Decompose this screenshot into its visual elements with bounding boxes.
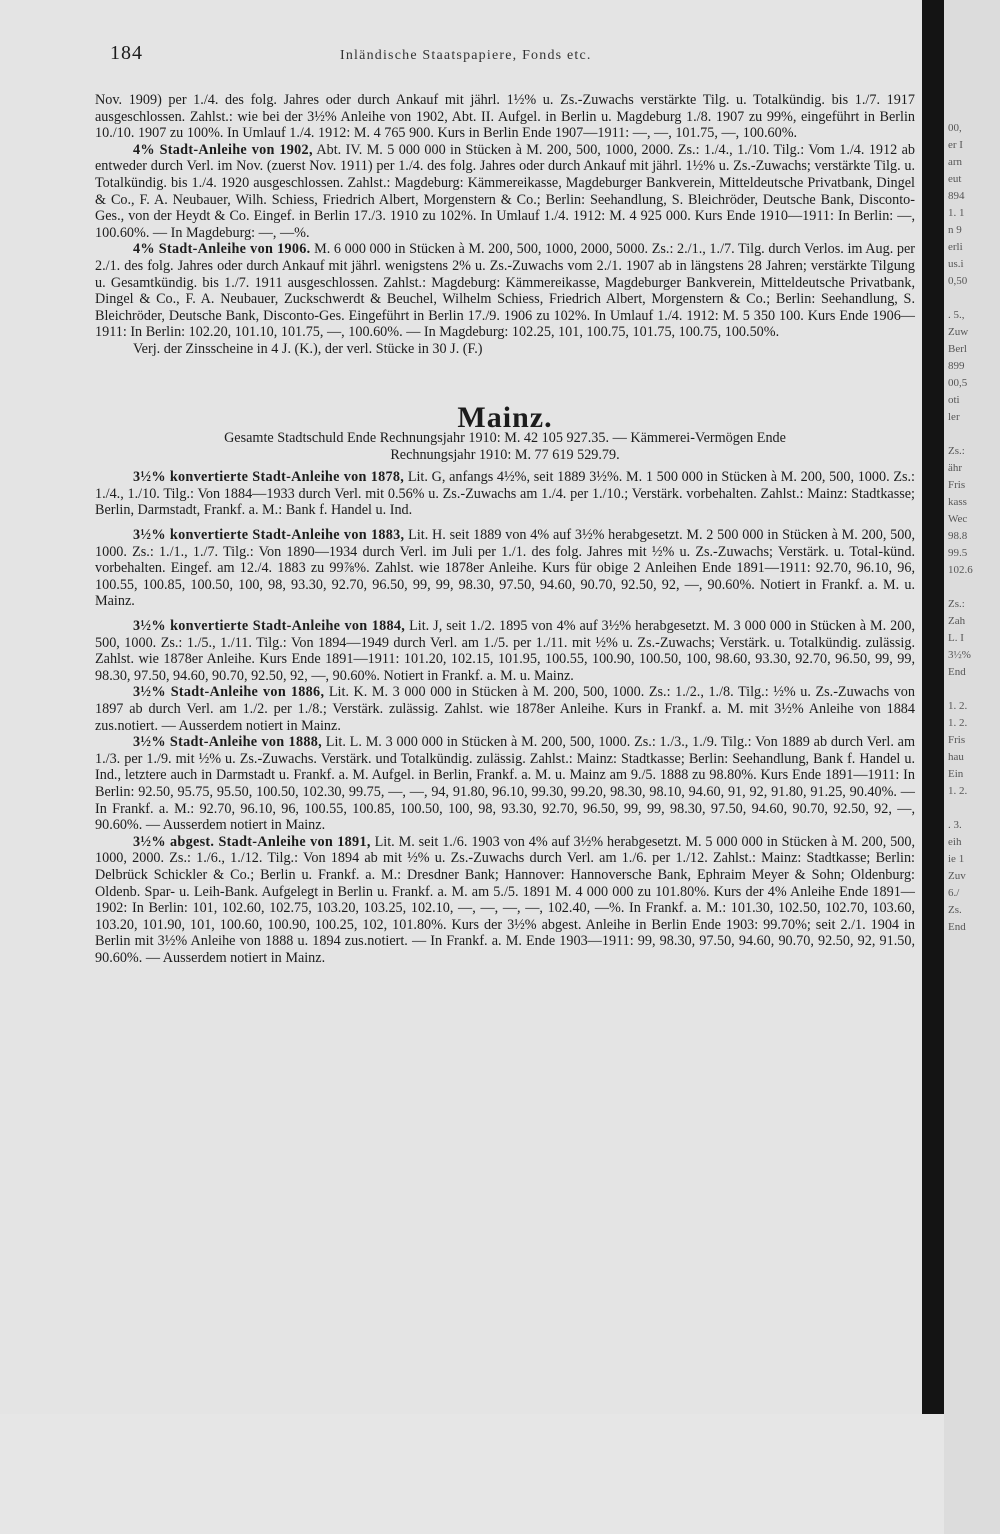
margin-fragment: 3½% <box>948 649 971 661</box>
section-summary <box>95 430 915 463</box>
loan-entry <box>95 142 915 242</box>
margin-fragment <box>944 681 1000 698</box>
margin-fragment <box>944 290 1000 307</box>
margin-fragment: Fris <box>948 734 966 746</box>
margin-fragment <box>944 800 1000 817</box>
margin-fragment: L. I <box>948 632 964 644</box>
margin-fragment: 102.6 <box>948 564 973 576</box>
loan-text: Abt. IV. M. 5 000 000 in Stücken à M. 200, 500, 1000, 2000. Zs.: 1./4., 1./10. Tilg.: Vom 1./4. 1912 ab entweder durch Verl. im Nov. (zuerst Nov. 1911) per 1./4. des folg. Jahres oder durch Ankauf mit jährl. 1½% u. Zs.-Zuwachs; verstärkte Tilg. u. Totalkündig. bis 1./4. 1920 ausgeschlossen. Zahlst.: Magdeburg: Kämmereikasse, Magdeburger Bankverein, Mitteldeutsche Privatbank, Dingel & Co., F. A. Neubauer, Wilh. Schiess, Friedrich Albert, Morgenstern & Co.; Berlin: Seehandlung, S. Bleichröder, Deutsche Bank, Disconto-Ges., von der Heydt & Co. Eingef. in Berlin 17./3. 1910 zu 102%. In Umlauf 1./4. 1912: M. 4 925 000. Kurs Ende 1910—1911: In Berlin: —, 100.60%. — In Magdeburg: —, —%. <box>95 141 915 241</box>
loan-entry <box>95 527 915 610</box>
margin-fragment: kass <box>948 496 967 508</box>
margin-fragment: . 5., <box>948 309 965 321</box>
margin-fragment: 1. 2. <box>948 700 968 712</box>
margin-fragment: 1. 2. <box>948 717 968 729</box>
margin-fragment: . 3. <box>948 819 962 831</box>
margin-fragment: 99.5 <box>948 547 968 559</box>
margin-fragment: n 9 <box>948 224 962 236</box>
margin-fragment: 98.8 <box>948 530 968 542</box>
page-number: 184 <box>110 42 143 64</box>
summary-line-1: Gesamte Stadtschuld Ende Rechnungsjahr 1910: M. 42 105 927.35. — Kämmerei-Vermögen Ende <box>224 430 786 447</box>
margin-fragment: End <box>948 921 966 933</box>
margin-fragment: Fris <box>948 479 966 491</box>
loan-entry <box>95 618 915 684</box>
margin-fragment: 00,5 <box>948 377 968 389</box>
margin-fragment: Zah <box>948 615 966 627</box>
margin-fragment: Zs.: <box>948 598 965 610</box>
loan-title: 3½% konvertierte Stadt-Anleihe von 1884, <box>133 618 406 635</box>
margin-fragment: Ein <box>948 768 964 780</box>
page-header <box>110 42 910 72</box>
verjaehrung-note: Verj. der Zinsscheine in 4 J. (K.), der verl. Stücke in 30 J. (F.) <box>133 340 483 357</box>
margin-fragment: 1. 2. <box>948 785 968 797</box>
loan-title: 3½% Stadt-Anleihe von 1886, <box>133 684 325 701</box>
binding-gutter <box>922 0 944 1414</box>
loan-entry <box>95 734 915 834</box>
margin-fragment: er I <box>948 139 963 151</box>
margin-fragment: 899 <box>948 360 965 372</box>
margin-fragment: hau <box>948 751 964 763</box>
loan-text: Lit. G, anfangs 4½%, seit 1889 3½%. M. 1 500 000 in Stücken à M. 200, 500, 1000. Zs.: 1./4., 1./10. Tilg.: Von 1884—1933 durch Verl. mit 0.56% u. Zs.-Zuwachs am 1./4. per 1./10.; Verstärk. vorbehalten. Zahlst.: Mainz: Stadtkasse; Berlin, Darmstadt, Frankf. a. M.: Bank f. Handel u. Ind. <box>95 469 915 519</box>
margin-fragment: us.i <box>948 258 964 270</box>
margin-fragment: erli <box>948 241 963 253</box>
loan-text: Lit. L. M. 3 000 000 in Stücken à M. 200, 500, 1000. Zs.: 1./3., 1./9. Tilg.: Von 1889 ab durch Verl. am 1./3. per 1./9. mit ½% u. Zs.-Zuwachs. Verstärk. und Totalkündig. zulässig. Zahlst.: Mainz: Stadtkasse; Berlin: Seehandlung, Bank f. Handel u. Ind., letztere auch in Darmstadt u. Frankf. a. M. Aufgel. in Berlin, Frankf. a. M. u. Mainz am 9./5. 1888 zu 98.80%. Kurs Ende 1891—1911: In Berlin: 92.50, 95.75, 95.50, 100.50, 102.30, 99.75, —, —, 94, 91.80, 96.10, 99.30, 99.20, 98.30, 98.10, 94.60, 91, 92, 91.80, 91.25, 90.40%. — In Frankf. a. M.: 92.70, 96.10, 96, 100.55, 100.85, 100.50, 100, 98, 93.30, 92.70, 96.50, 99, 99, 98.30, 97.50, 94.60, 90.70, 92.50, 92, —, 90.60%. — Ausserdem notiert in Mainz. <box>95 734 915 834</box>
margin-fragment: eut <box>948 173 962 185</box>
loan-text: Lit. K. M. 3 000 000 in Stücken à M. 200, 500, 1000. Zs.: 1./2., 1./8. Tilg.: ½% u. Zs.-Zuwachs von 1897 ab durch Verl. am 1./2. per 1./8.; Verstärk. zulässig. Zahlst. wie 1878er Anleihe. Kurs in Frankf. a. M. mit 3½% Anleihe von 1884 zus.notiert. — Ausserdem notiert in Mainz. <box>95 684 915 734</box>
margin-fragment: 894 <box>948 190 965 202</box>
margin-fragment: 0,50 <box>948 275 968 287</box>
section-title: Mainz. <box>457 400 553 434</box>
margin-fragment <box>944 579 1000 596</box>
margin-fragment: Zs.: <box>948 445 965 457</box>
margin-fragment: arn <box>948 156 963 168</box>
loan-text: M. 6 000 000 in Stücken à M. 200, 500, 1000, 2000, 5000. Zs.: 2./1., 1./7. Tilg. durch Verlos. im Aug. per 2./1. des folg. Jahres oder durch Ankauf mit jährl. wenigstens 2% u. Zs.-Zuwachs vom 2./1. 1907 ab in längstens 28 Jahren; verstärkte Tilgung u. Gesamtkündig. bis 1./7. 1911 ausgeschlossen. Zahlst.: Magdeburg: Kämmereikasse, Magdeburger Bankverein, Mitteldeutsche Privatbank, Dingel & Co., F. A. Neubauer, Zuckschwerdt & Beuchel, Wilhelm Schiess, Friedrich Albert, Morgenstern & Co.; Berlin: Seehandlung, S. Bleichröder, Deutsche Bank, Disconto-Ges. Eingeführt in Berlin 17./9. 1906 zu 102%. In Umlauf 1./4. 1912: M. 5 350 100. Kurs Ende 1906—1911: In Berlin: 102.20, 101.10, 101.75, —, 100.60%. — In Magdeburg: 102.25, 101, 100.75, 101.75, 100.75, 100.50%. <box>95 241 915 341</box>
loan-entry <box>95 469 915 519</box>
loan-entry <box>95 684 915 734</box>
margin-fragment: oti <box>948 394 960 406</box>
loan-text: Lit. M. seit 1./6. 1903 von 4% auf 3½% herabgesetzt. M. 5 000 000 in Stücken à M. 200, 500, 1000, 2000. Zs.: 1./6., 1./12. Tilg.: Von 1894 ab mit ½% u. Zs.-Zuwachs durch Verl. am 1./6. per 1./12. Zahlst.: Mainz: Stadtkasse; Berlin: Delbrück Schickler & Co.; Berlin u. Frankf. a. M.: Dresdner Bank; Hannover: Hannoversche Bank, Ephraim Meyer & Sohn; Oldenburg: Oldenb. Spar- u. Leih-Bank. Aufgelegt in Berlin u. Frankf. a. M. am 5./5. 1891 M. 4 000 000 zu 101.80%. Kurs der 4% Anleihe Ende 1891—1902: In Berlin: 101, 102.60, 102.75, 103.20, 103.25, 102.10, —, —, —, —, 102.40, —%. In Frankf. a. M.: 101.30, 102.50, 102.70, 103.60, 103.20, 101.90, 101, 100.60, 100.90, 100.25, 102, 101.80%. Kurs der 3½% abgest. Anleihe in Berlin Ende 1903: 99.70%; seit 2./1. 1904 in Berlin mit 3½% Anleihe von 1888 u. 1894 zus.notiert. — In Frankf. a. M. Ende 1903—1911: 99, 98.30, 97.50, 94.60, 90.70, 92.50, 92, 91.50, 90.60%. — Ausserdem notiert in Mainz. <box>95 833 915 966</box>
paragraph-continued: Nov. 1909) per 1./4. des folg. Jahres oder durch Ankauf mit jährl. 1½% u. Zs.-Zuwachs verstärkte Tilg. u. Totalkündig. bis 1./7. 1917 ausgeschlossen. Zahlst.: wie bei der 3½% Anleihe von 1902, Abt. II. Aufgel. in Berlin u. Magdeburg 1./8. 1907 zu 99%, eingeführt in Berlin 10./10. 1907 zu 100%. In Umlauf 1./4. 1912: M. 4 765 900. Kurs in Berlin Ende 1907—1911: —, —, 101.75, —, 100.60%. <box>95 92 915 142</box>
running-head: Inländische Staatspapiere, Fonds etc. <box>340 48 592 63</box>
loan-text: Lit. J, seit 1./2. 1895 von 4% auf 3½% herabgesetzt. M. 3 000 000 in Stücken à M. 200, 500, 1000. Zs.: 1./5., 1./11. Tilg.: Von 1894—1949 durch Verl. am 1./5. per 1./11. mit ½% u. Zs.-Zuwachs; Verstärk. u. Totalkündig. zulässig. Zahlst. wie 1878er Anleihe. Kurs Ende 1891—1911: 101.20, 102.15, 101.95, 100.55, 100.90, 100.50, 100, 98.60, 93.30, 92.70, 96.50, 99, 99, 98.30, 97.50, 94.60, 90.70, 92.50, 92, —, 90.60%. Notiert in Frankf. a. M. u. Mainz. <box>95 618 915 684</box>
loan-entry <box>95 241 915 341</box>
loan-text: Lit. H. seit 1889 von 4% auf 3½% herabgesetzt. M. 2 500 000 in Stücken à M. 200, 500, 1000. Zs.: 1./1., 1./7. Tilg.: Von 1890—1934 durch Verl. im Juli per 1./1. des folg. Jahres mit ½% u. Zs.-Zuwachs; Verstärk. u. Total-künd. vorbehalten. Eingef. am 12./4. 1883 zu 99⅞%. Zahlst. wie 1878er Anleihe. Kurs für obige 2 Anleihen Ende 1891—1911: 92.70, 96.10, 96, 100.55, 100.85, 100.50, 100, 98, 93.30, 92.70, 96.50, 99, 99, 98.30, 97.50, 94.60, 90.70, 92.50, 92, —, 90.60%. Notiert in Frankf. a. M. u. Mainz. <box>95 527 915 610</box>
page-content <box>95 92 915 967</box>
loan-entry <box>95 834 915 967</box>
loan-title: 4% Stadt-Anleihe von 1906. <box>133 241 311 258</box>
margin-fragment: 1. 1 <box>948 207 965 219</box>
loan-title: 3½% konvertierte Stadt-Anleihe von 1883, <box>133 527 405 544</box>
loan-title: 3½% Stadt-Anleihe von 1888, <box>133 734 322 751</box>
margin-fragment: Zuv <box>948 870 966 882</box>
margin-fragment: Zs. <box>948 904 962 916</box>
margin-fragment: ler <box>948 411 960 423</box>
margin-fragment: Berl <box>948 343 967 355</box>
margin-fragment: 6./ <box>948 887 960 899</box>
margin-fragment: End <box>948 666 966 678</box>
margin-fragment: ie 1 <box>948 853 965 865</box>
margin-fragment: Zuw <box>948 326 969 338</box>
margin-fragment: Wec <box>948 513 968 525</box>
loan-title: 3½% konvertierte Stadt-Anleihe von 1878, <box>133 469 405 486</box>
summary-line-2: Rechnungsjahr 1910: M. 77 619 529.79. <box>390 446 620 463</box>
loan-title: 4% Stadt-Anleihe von 1902, <box>133 141 313 158</box>
margin-fragment <box>944 426 1000 443</box>
margin-fragment: eih <box>948 836 962 848</box>
margin-fragment: ähr <box>948 462 963 474</box>
margin-fragment: 00, <box>948 122 962 134</box>
loan-title: 3½% abgest. Stadt-Anleihe von 1891, <box>133 833 371 850</box>
facing-page-edge <box>944 0 1000 1534</box>
